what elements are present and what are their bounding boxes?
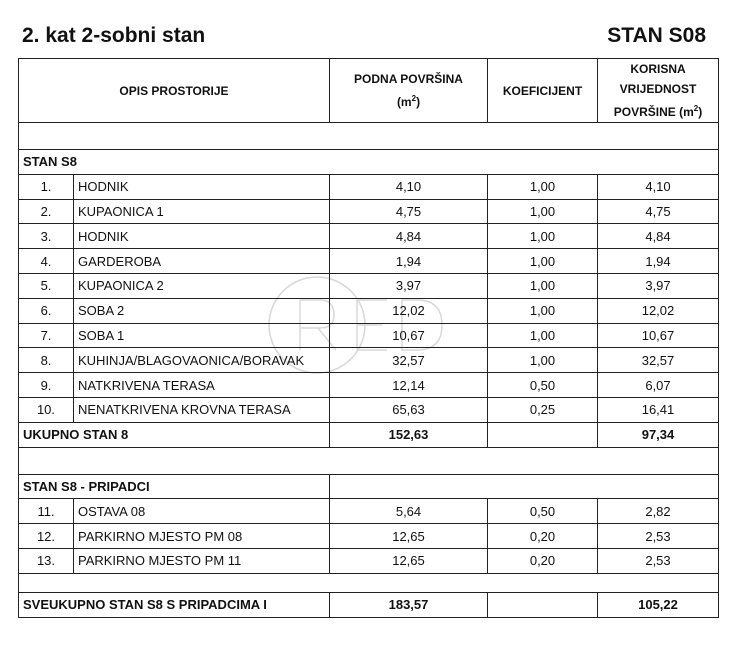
room-useful-area: 6,07 <box>598 373 719 398</box>
row-number: 11. <box>19 499 74 524</box>
room-useful-area: 4,84 <box>598 224 719 249</box>
room-area: 4,75 <box>330 199 488 224</box>
room-useful-area: 4,75 <box>598 199 719 224</box>
section2-title: STAN S8 - PRIPADCI <box>19 474 330 499</box>
section2-title-row <box>19 474 719 499</box>
row-number: 5. <box>19 273 74 298</box>
row-number: 13. <box>19 548 74 573</box>
room-useful-area: 2,82 <box>598 499 719 524</box>
room-useful-area: 16,41 <box>598 397 719 422</box>
grand-total-area: 183,57 <box>330 592 488 617</box>
row-number: 4. <box>19 249 74 274</box>
row-number: 2. <box>19 199 74 224</box>
row-number: 10. <box>19 397 74 422</box>
grand-total-label: SVEUKUPNO STAN S8 S PRIPADCIMA I <box>19 592 330 617</box>
korisna-label-3: POVRŠINE (m <box>613 105 694 119</box>
room-area: 1,94 <box>330 249 488 274</box>
table-row <box>19 249 719 274</box>
room-area: 12,14 <box>330 373 488 398</box>
korisna-label-1: KORISNA <box>630 62 686 76</box>
room-area: 10,67 <box>330 323 488 348</box>
room-area: 12,65 <box>330 548 488 573</box>
room-name: PARKIRNO MJESTO PM 08 <box>74 524 330 549</box>
room-area: 12,65 <box>330 524 488 549</box>
room-area: 4,10 <box>330 174 488 199</box>
room-name: GARDEROBA <box>74 249 330 274</box>
room-coefficient: 0,50 <box>488 499 598 524</box>
room-coefficient: 1,00 <box>488 174 598 199</box>
room-coefficient: 1,00 <box>488 249 598 274</box>
spacer-row <box>19 447 719 474</box>
room-name: KUPAONICA 1 <box>74 199 330 224</box>
grand-total-row <box>19 592 719 617</box>
room-useful-area: 1,94 <box>598 249 719 274</box>
room-name: NENATKRIVENA KROVNA TERASA <box>74 397 330 422</box>
korisna-unit-close: ) <box>698 105 703 119</box>
room-coefficient: 0,20 <box>488 548 598 573</box>
korisna-unit-sup: 2 <box>693 104 699 113</box>
room-coefficient: 0,25 <box>488 397 598 422</box>
row-number: 6. <box>19 298 74 323</box>
row-number: 1. <box>19 174 74 199</box>
room-area-table <box>18 58 719 618</box>
row-number: 9. <box>19 373 74 398</box>
room-name: KUHINJA/BLAGOVAONICA/BORAVAK <box>74 348 330 373</box>
room-name: SOBA 1 <box>74 323 330 348</box>
col-header-opis: OPIS PROSTORIJE <box>19 59 330 123</box>
spacer-row <box>19 573 719 592</box>
podna-label: PODNA POVRŠINA <box>354 72 463 86</box>
table-row <box>19 323 719 348</box>
room-useful-area: 3,97 <box>598 273 719 298</box>
room-name: PARKIRNO MJESTO PM 11 <box>74 548 330 573</box>
podna-unit-sup: 2 <box>411 94 417 103</box>
col-header-korisna <box>598 59 719 123</box>
room-coefficient: 1,00 <box>488 298 598 323</box>
table-row <box>19 273 719 298</box>
table-row <box>19 298 719 323</box>
row-number: 12. <box>19 524 74 549</box>
col-header-podna <box>330 59 488 123</box>
floor-title: 2. kat 2-sobni stan <box>22 24 206 47</box>
room-coefficient: 0,50 <box>488 373 598 398</box>
room-coefficient: 0,20 <box>488 524 598 549</box>
table-row <box>19 348 719 373</box>
table-row <box>19 397 719 422</box>
total-coef <box>488 422 598 447</box>
total-label: UKUPNO STAN 8 <box>19 422 330 447</box>
row-number: 8. <box>19 348 74 373</box>
table-row <box>19 224 719 249</box>
section1-total-row <box>19 422 719 447</box>
room-useful-area: 12,02 <box>598 298 719 323</box>
table-row <box>19 174 719 199</box>
room-coefficient: 1,00 <box>488 199 598 224</box>
table-header-row <box>19 59 719 123</box>
room-useful-area: 4,10 <box>598 174 719 199</box>
room-name: KUPAONICA 2 <box>74 273 330 298</box>
room-useful-area: 2,53 <box>598 524 719 549</box>
table-row <box>19 373 719 398</box>
room-area: 65,63 <box>330 397 488 422</box>
section2-rows <box>19 499 719 573</box>
section2-title-blank <box>330 474 719 499</box>
room-coefficient: 1,00 <box>488 323 598 348</box>
table-row <box>19 548 719 573</box>
room-area: 32,57 <box>330 348 488 373</box>
row-number: 7. <box>19 323 74 348</box>
col-header-koef: KOEFICIJENT <box>488 59 598 123</box>
total-area: 152,63 <box>330 422 488 447</box>
room-area: 12,02 <box>330 298 488 323</box>
podna-unit-close: ) <box>416 95 421 109</box>
room-coefficient: 1,00 <box>488 273 598 298</box>
grand-total-useful: 105,22 <box>598 592 719 617</box>
korisna-label-2: VRIJEDNOST <box>619 82 697 96</box>
section1-rows <box>19 174 719 422</box>
room-area: 4,84 <box>330 224 488 249</box>
row-number: 3. <box>19 224 74 249</box>
room-area: 3,97 <box>330 273 488 298</box>
room-area: 5,64 <box>330 499 488 524</box>
apartment-code: STAN S08 <box>607 24 706 47</box>
table-row <box>19 524 719 549</box>
section-title-row <box>19 150 719 175</box>
table-row <box>19 199 719 224</box>
total-useful: 97,34 <box>598 422 719 447</box>
room-name: SOBA 2 <box>74 298 330 323</box>
room-coefficient: 1,00 <box>488 224 598 249</box>
podna-unit: (m <box>396 95 412 109</box>
room-name: OSTAVA 08 <box>74 499 330 524</box>
room-useful-area: 10,67 <box>598 323 719 348</box>
room-useful-area: 2,53 <box>598 548 719 573</box>
spacer-row <box>19 123 719 150</box>
grand-total-coef <box>488 592 598 617</box>
room-name: HODNIK <box>74 224 330 249</box>
room-useful-area: 32,57 <box>598 348 719 373</box>
room-name: NATKRIVENA TERASA <box>74 373 330 398</box>
table-row <box>19 499 719 524</box>
section-title: STAN S8 <box>19 150 719 175</box>
room-name: HODNIK <box>74 174 330 199</box>
room-coefficient: 1,00 <box>488 348 598 373</box>
